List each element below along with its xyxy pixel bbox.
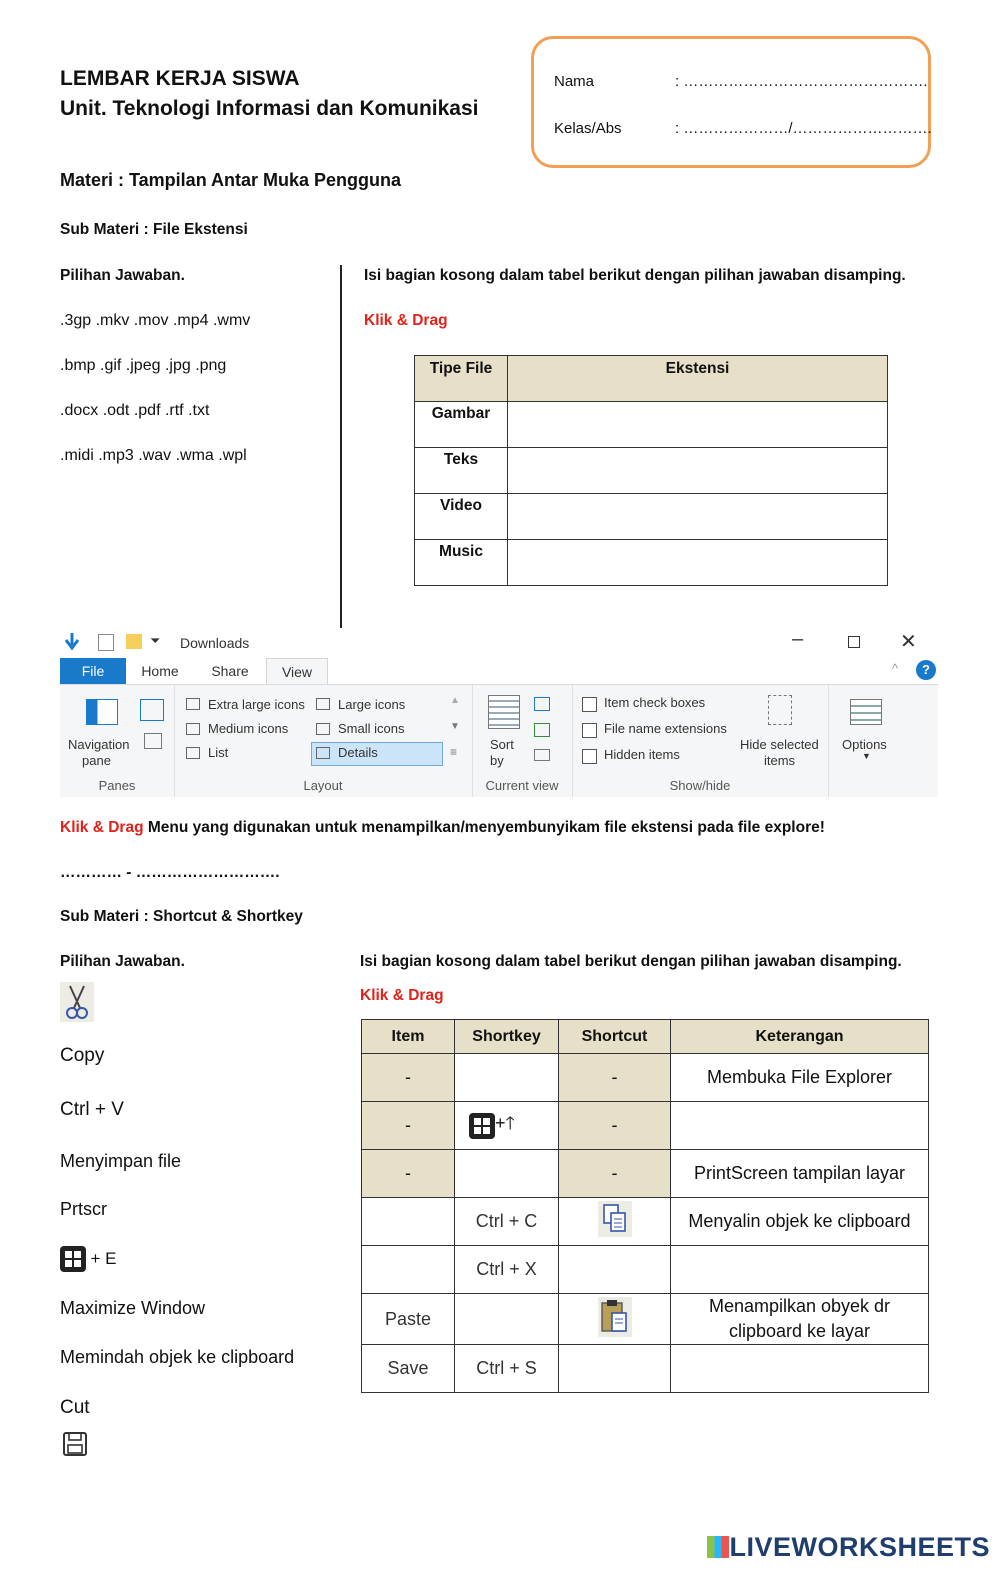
row-gambar: Gambar [415,402,508,448]
klik-drag-3: Klik & Drag [360,987,444,1004]
close-icon[interactable]: ✕ [900,631,917,653]
r5-shortcut-drop[interactable] [559,1246,671,1294]
windows-key-icon [60,1246,86,1272]
layout-details[interactable]: Details [338,745,378,760]
add-columns-icon[interactable] [534,723,550,737]
choice-audio-ext[interactable]: .midi .mp3 .wav .wma .wpl [60,447,247,464]
r4-shortkey: Ctrl + C [455,1198,559,1246]
navigation-pane-label-2[interactable]: pane [82,753,111,768]
explorer-ribbon [60,628,938,796]
tab-file[interactable]: File [60,658,126,684]
show-hide-group-label: Show/hide [669,778,731,793]
tab-home[interactable]: Home [141,663,179,679]
class-field[interactable]: : …………………/………………………. [675,120,932,137]
name-label: Nama [554,73,595,90]
list-icon [186,747,200,759]
panes-group-label: Panes [98,778,136,793]
r6-shortkey-drop[interactable] [455,1294,559,1345]
paste-icon [598,1297,632,1337]
choices-label-1: Pilihan Jawaban. [60,267,185,284]
choice-win-e[interactable] [60,1246,116,1272]
choice-text-ext[interactable]: .docx .odt .pdf .rtf .txt [60,402,210,419]
r6-shortcut [559,1294,671,1345]
hide-selected-icon[interactable] [768,695,792,725]
choices-label-2: Pilihan Jawaban. [60,953,185,970]
window-title: Downloads [180,635,250,651]
name-field[interactable]: : …………………………………………. [675,73,928,90]
layout-group-label: Layout [303,778,343,793]
scissors-icon[interactable] [60,982,94,1022]
drop-video[interactable] [508,494,888,540]
logo-icon [707,1536,729,1558]
r2-shortkey [455,1102,559,1150]
hidden-items-label[interactable]: Hidden items [604,747,680,762]
r7-desc-drop[interactable] [671,1345,929,1393]
choice-maximize-window[interactable]: Maximize Window [60,1298,206,1318]
question-2-text: Menu yang digunakan untuk menampilkan/menyembunyikam file ekstensi pada file explore! [143,819,825,836]
small-icons-icon [316,723,330,735]
file-name-extensions-checkbox[interactable] [582,723,597,738]
row-teks: Teks [415,448,508,494]
title-line-2: Unit. Teknologi Informasi dan Komunikasi [60,97,479,120]
r4-desc: Menyalin objek ke clipboard [671,1198,929,1246]
layout-extra-large-icons[interactable]: Extra large icons [208,697,305,712]
current-view-group-label: Current view [485,778,559,793]
group-by-icon[interactable] [534,697,550,711]
ribbon-body [60,684,938,797]
large-icons-icon [316,698,330,710]
group-show-hide [572,685,829,797]
name-row [554,73,928,90]
drop-music[interactable] [508,540,888,586]
properties-icon[interactable] [98,634,114,651]
choice-copy[interactable]: Copy [60,1045,105,1066]
r7-shortcut-drop[interactable] [559,1345,671,1393]
layout-list[interactable]: List [208,745,229,760]
sort-by-icon[interactable] [488,695,520,729]
layout-scroll-down-icon[interactable]: ▼ [450,721,460,732]
klik-drag-2: Klik & Drag [60,819,144,836]
r3-item: - [362,1150,455,1198]
r3-shortcut: - [559,1150,671,1198]
r5-shortkey: Ctrl + X [455,1246,559,1294]
choice-image-ext[interactable]: .bmp .gif .jpeg .jpg .png [60,357,227,374]
r3-shortkey-drop[interactable] [455,1150,559,1198]
r6-desc: Menampilkan obyek dr clipboard ke layar [671,1294,929,1345]
details-icon [316,747,330,759]
class-row [554,120,932,137]
layout-scroll-up-icon[interactable]: ▲ [450,695,460,706]
hide-selected-label-2[interactable]: items [764,753,796,768]
materi-heading: Materi : Tampilan Antar Muka Pengguna [60,170,402,190]
details-pane-icon[interactable] [144,733,162,749]
hidden-items-checkbox[interactable] [582,749,597,764]
choice-ctrl-v[interactable]: Ctrl + V [60,1099,124,1120]
r4-shortcut [559,1198,671,1246]
preview-pane-icon[interactable] [140,699,164,721]
extra-large-icons-icon [186,698,200,710]
save-floppy-icon[interactable] [62,1431,88,1457]
col-item: Item [362,1020,455,1054]
item-check-boxes-label[interactable]: Item check boxes [604,695,706,710]
windows-key-icon-2 [469,1113,495,1139]
r5-item-drop[interactable] [362,1246,455,1294]
tab-share[interactable]: Share [211,663,249,679]
tab-view[interactable]: View [266,658,328,685]
options-label[interactable]: Options [842,737,887,752]
column-divider [340,265,342,630]
group-panes [60,685,175,797]
instruction-1: Isi bagian kosong dalam tabel berikut dengan pilihan jawaban disamping. [364,267,906,284]
ribbon-tabs [60,658,938,684]
file-type-table [414,355,888,586]
copy-icon [598,1201,632,1237]
options-dropdown-icon[interactable]: ▼ [862,751,871,761]
r2-desc-drop[interactable] [671,1102,929,1150]
qat-dropdown-icon[interactable]: ⏷ [150,633,161,648]
klik-drag-1: Klik & Drag [364,312,448,329]
choice-menyimpan-file[interactable]: Menyimpan file [60,1151,182,1171]
col-ekstensi: Ekstensi [508,356,888,402]
layout-medium-icons[interactable]: Medium icons [208,721,289,736]
sort-label[interactable]: Sort [490,737,514,752]
collapse-ribbon-icon[interactable]: ^ [892,661,899,676]
r1-desc: Membuka File Explorer [671,1054,929,1102]
r2-item: - [362,1102,455,1150]
drop-teks[interactable] [508,448,888,494]
row-video: Video [415,494,508,540]
group-options [828,685,904,797]
group-current-view [472,685,573,797]
choice-win-e-label: + E [90,1249,117,1268]
instruction-2: Isi bagian kosong dalam tabel berikut dengan pilihan jawaban disamping. [360,953,902,970]
r1-shortcut: - [559,1054,671,1102]
folder-icon[interactable] [126,634,142,649]
r1-shortkey-drop[interactable] [455,1054,559,1102]
down-arrow-icon [60,630,84,654]
help-icon[interactable]: ? [916,660,936,680]
layout-small-icons[interactable]: Small icons [338,721,405,736]
worksheet-title [60,64,478,124]
sub-materi-2: Sub Materi : Shortcut & Shortkey [60,908,303,925]
r3-desc: PrintScreen tampilan layar [671,1150,929,1198]
r2-shortkey-text: +🡑 [495,1112,515,1133]
minimize-icon[interactable]: – [792,628,804,650]
options-icon[interactable] [850,699,882,725]
layout-more-icon[interactable]: ≡ [450,745,458,759]
choice-memindah-objek[interactable]: Memindah objek ke clipboard [60,1347,295,1367]
identity-box [531,36,931,168]
row-music: Music [415,540,508,586]
logo-text: LIVEWORKSHEETS [729,1532,990,1562]
class-label: Kelas/Abs [554,120,622,137]
choice-prtscr[interactable]: Prtscr [60,1199,107,1219]
sub-materi-1: Sub Materi : File Ekstensi [60,221,248,238]
r6-item: Paste [362,1294,455,1345]
choice-video-ext[interactable]: .3gp .mkv .mov .mp4 .wmv [60,312,251,329]
file-name-extensions-label[interactable]: File name extensions [604,721,727,736]
item-check-boxes-checkbox[interactable] [582,697,597,712]
r1-item: - [362,1054,455,1102]
r5-desc-drop[interactable] [671,1246,929,1294]
size-columns-icon[interactable] [534,749,550,761]
shortcut-table [361,1019,929,1393]
col-shortcut: Shortcut [559,1020,671,1054]
col-shortkey: Shortkey [455,1020,559,1054]
col-tipe-file: Tipe File [415,356,508,402]
r7-item: Save [362,1345,455,1393]
title-line-1: LEMBAR KERJA SISWA [60,67,300,90]
col-keterangan: Keterangan [671,1020,929,1054]
r7-shortkey: Ctrl + S [455,1345,559,1393]
liveworksheets-logo [707,1532,990,1563]
answer-blank[interactable]: ………… - ………………………. [60,864,280,881]
sort-label-2[interactable]: by [490,753,504,768]
navigation-pane-icon[interactable] [86,699,118,725]
restore-icon[interactable] [848,636,860,648]
group-layout [174,685,473,797]
layout-large-icons[interactable]: Large icons [338,697,406,712]
drop-gambar[interactable] [508,402,888,448]
navigation-pane-label[interactable]: Navigation [68,737,130,752]
medium-icons-icon [186,723,200,735]
r2-shortcut: - [559,1102,671,1150]
r4-item-drop[interactable] [362,1198,455,1246]
choice-cut[interactable]: Cut [60,1397,90,1418]
hide-selected-label[interactable]: Hide selected [740,737,819,752]
question-2 [60,819,825,837]
